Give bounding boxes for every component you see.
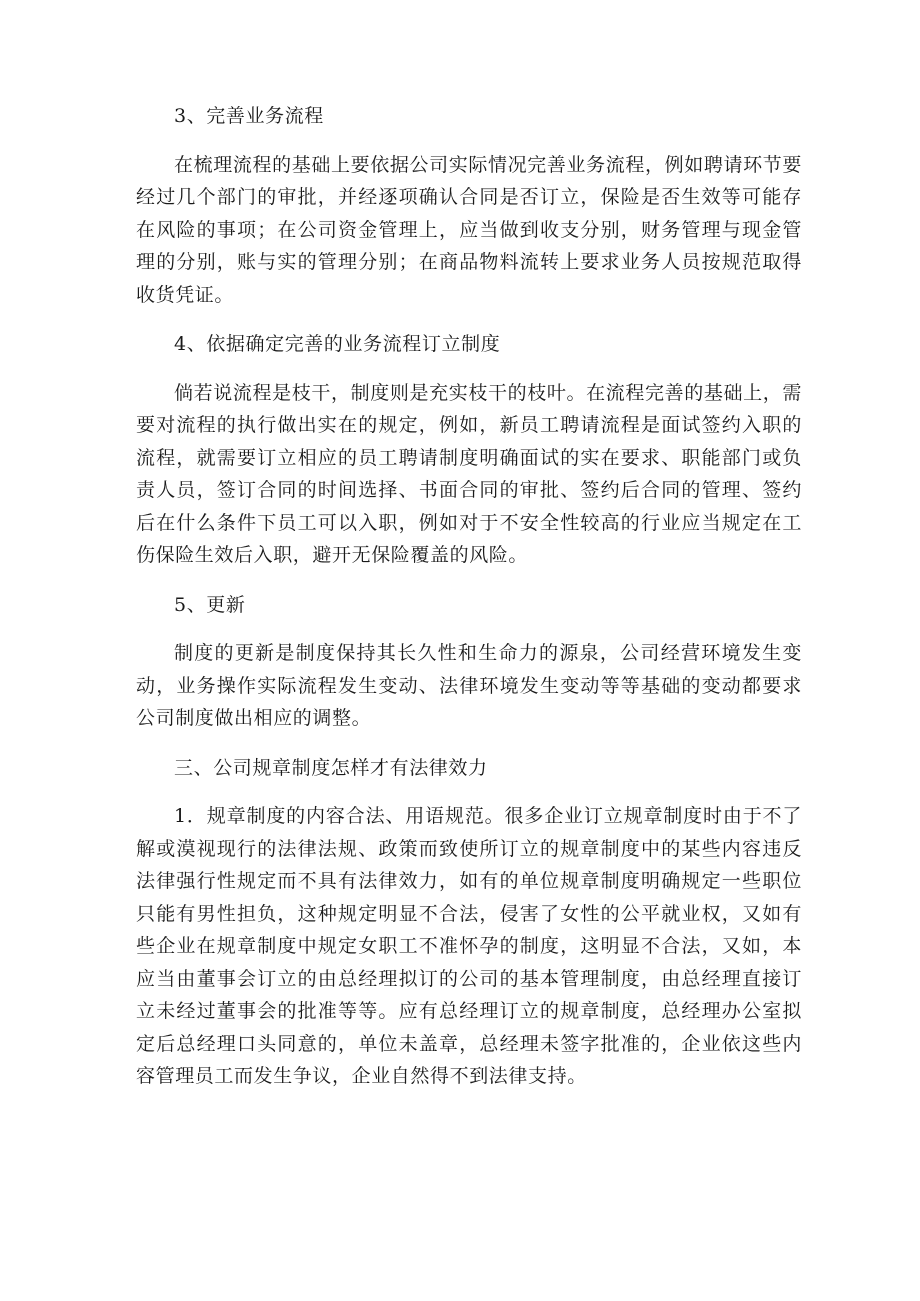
section-heading-3: 3、完善业务流程 bbox=[174, 105, 324, 127]
section-heading-5: 5、更新 bbox=[174, 593, 246, 616]
paragraph-legal-content: 1．规章制度的内容合法、用语规范。很多企业订立规章制度时由于不了解或漠视现行的法律法规、政策而致使所订立的规章制度中的某些内容违反法律强行性规定而不具有法律效力，如有的单位规章制度明确规定一些职位只能有男性担负，这种规定明显不合法，侵害了女性的公平就业权，又如有些企业在规章制度中规定女职工不准怀孕的制度，这明显不合法，又如，本应当由董事会订立的由总经理拟订的公司的基本管理制度，由总经理直接订立未经过董事会的批准等等。应有总经理订立的规章制度，总经理办公室拟定后总经理口头同意的，单位未盖章，总经理未签字批准的，企业依这些内容管理员工而发生争议，企业自然得不到法律支持。 bbox=[136, 805, 802, 1087]
chapter-heading-legal-effect: 三、公司规章制度怎样才有法律效力 bbox=[174, 756, 488, 779]
document-body bbox=[136, 100, 802, 1110]
paragraph-establish-system: 倘若说流程是枝干，制度则是充实枝干的枝叶。在流程完善的基础上，需要对流程的执行做出实在的规定，例如，新员工聘请流程是面试签约入职的流程，就需要订立相应的员工聘请制度明确面试的实在要求、职能部门或负责人员，签订合同的时间选择、书面合同的审批、签约后合同的管理、签约后在什么条件下员工可以入职，例如对于不安全性较高的行业应当规定在工伤保险生效后入职，避开无保险覆盖的风险。 bbox=[136, 381, 802, 566]
paragraph-business-process: 在梳理流程的基础上要依据公司实际情况完善业务流程，例如聘请环节要经过几个部门的审批，并经逐项确认合同是否订立，保险是否生效等可能存在风险的事项；在公司资金管理上，应当做到收支分别，财务管理与现金管理的分别，账与实的管理分别；在商品物料流转上要求业务人员按规范取得收货凭证。 bbox=[136, 153, 802, 306]
section-heading-4: 4、依据确定完善的业务流程订立制度 bbox=[174, 333, 501, 355]
paragraph-update: 制度的更新是制度保持其长久性和生命力的源泉，公司经营环境发生变动，业务操作实际流程发生变动、法律环境发生变动等等基础的变动都要求公司制度做出相应的调整。 bbox=[136, 642, 802, 729]
